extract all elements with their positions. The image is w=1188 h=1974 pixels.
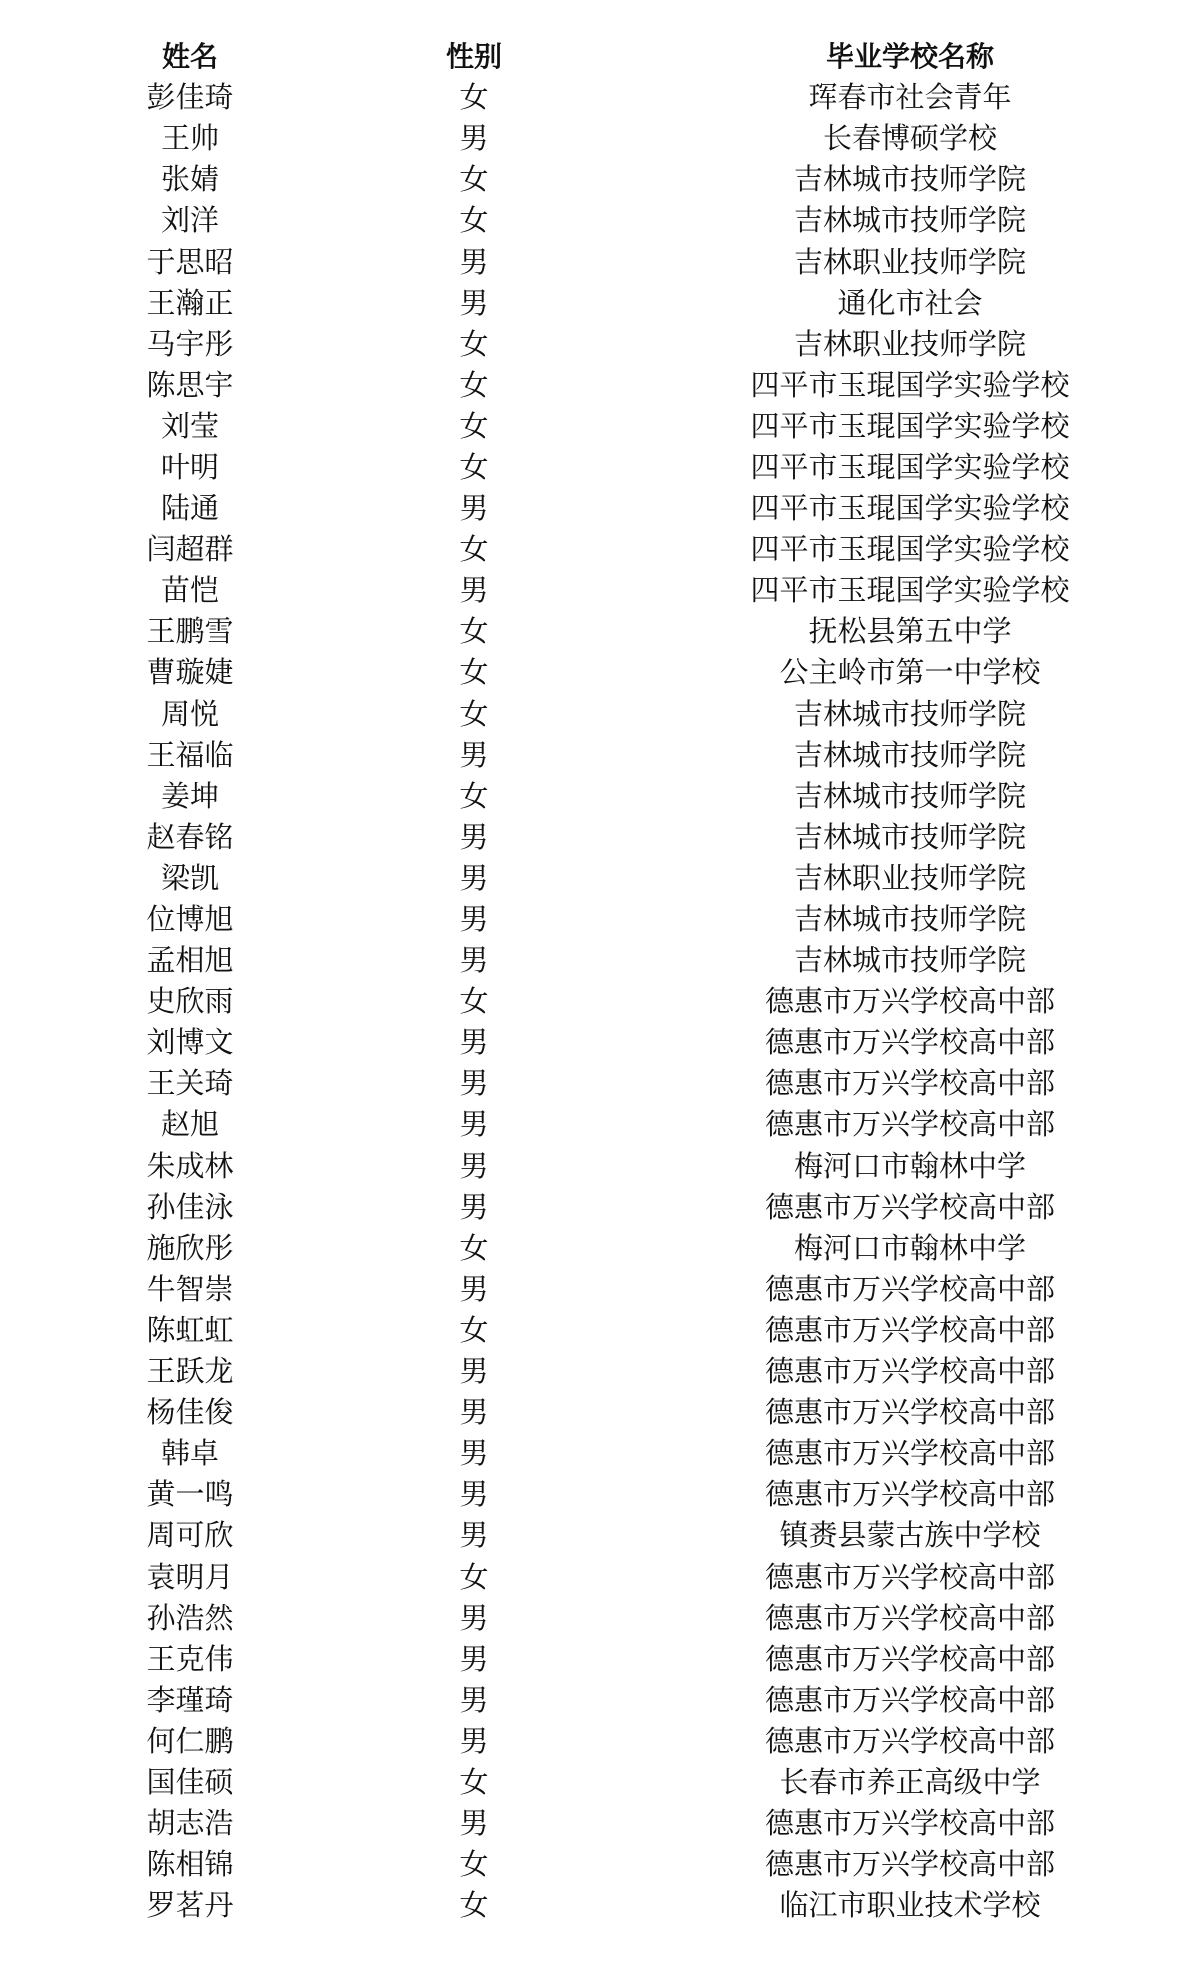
gender-cell: 男 — [459, 244, 489, 279]
gender-cell: 女 — [459, 80, 489, 115]
table-row — [0, 1187, 1188, 1228]
school-cell: 德惠市万兴学校高中部 — [764, 1559, 1055, 1594]
table-row — [0, 159, 1188, 200]
gender-cell: 男 — [459, 1518, 489, 1553]
table-row — [0, 735, 1188, 776]
school-cell: 德惠市万兴学校高中部 — [764, 1354, 1055, 1389]
name-cell: 彭佳琦 — [146, 80, 234, 115]
name-cell: 马宇彤 — [146, 326, 234, 361]
table-row — [0, 1063, 1188, 1104]
table-row — [0, 1474, 1188, 1515]
table-row — [0, 1556, 1188, 1597]
table-row — [0, 324, 1188, 365]
table-row — [0, 1146, 1188, 1187]
name-cell: 李瑾琦 — [146, 1682, 234, 1717]
gender-cell: 女 — [459, 326, 489, 361]
gender-cell: 男 — [459, 491, 489, 526]
gender-cell: 男 — [459, 902, 489, 937]
table-row — [0, 570, 1188, 611]
gender-cell: 女 — [459, 1764, 489, 1799]
table-row — [0, 406, 1188, 447]
school-cell: 四平市玉琨国学实验学校 — [750, 532, 1070, 567]
school-cell: 梅河口市翰林中学 — [793, 1230, 1026, 1265]
gender-cell: 男 — [459, 737, 489, 772]
gender-cell: 女 — [459, 984, 489, 1019]
name-cell: 闫超群 — [146, 532, 234, 567]
school-cell: 吉林职业技师学院 — [793, 244, 1026, 279]
school-cell: 德惠市万兴学校高中部 — [764, 1682, 1055, 1717]
school-cell: 吉林城市技师学院 — [793, 943, 1026, 978]
name-cell: 王帅 — [160, 121, 219, 156]
name-cell: 叶明 — [160, 449, 219, 484]
school-cell: 吉林城市技师学院 — [793, 203, 1026, 238]
table-row — [0, 1433, 1188, 1474]
table-row — [0, 77, 1188, 118]
header-name: 姓名 — [161, 40, 218, 74]
gender-cell: 男 — [459, 1271, 489, 1306]
gender-cell: 男 — [459, 1066, 489, 1101]
name-cell: 赵旭 — [160, 1107, 219, 1142]
name-cell: 黄一鸣 — [146, 1477, 234, 1512]
name-cell: 曹璇婕 — [146, 655, 234, 690]
school-cell: 德惠市万兴学校高中部 — [764, 1477, 1055, 1512]
school-cell: 德惠市万兴学校高中部 — [764, 1066, 1055, 1101]
student-table — [0, 36, 1188, 1926]
gender-cell: 女 — [459, 1230, 489, 1265]
gender-cell: 女 — [459, 408, 489, 443]
name-cell: 王跃龙 — [146, 1354, 234, 1389]
school-cell: 德惠市万兴学校高中部 — [764, 1189, 1055, 1224]
school-cell: 德惠市万兴学校高中部 — [764, 1312, 1055, 1347]
gender-cell: 男 — [459, 1600, 489, 1635]
name-cell: 袁明月 — [146, 1559, 234, 1594]
table-row — [0, 283, 1188, 324]
table-row — [0, 1721, 1188, 1762]
school-cell: 吉林职业技师学院 — [793, 860, 1026, 895]
gender-cell: 男 — [459, 121, 489, 156]
table-row — [0, 200, 1188, 241]
name-cell: 陈相锦 — [146, 1847, 234, 1882]
table-row — [0, 118, 1188, 159]
gender-cell: 男 — [459, 1436, 489, 1471]
table-row — [0, 447, 1188, 488]
table-row — [0, 1844, 1188, 1885]
table-row — [0, 241, 1188, 282]
table-row — [0, 611, 1188, 652]
school-cell: 临江市职业技术学校 — [779, 1888, 1041, 1923]
school-cell: 德惠市万兴学校高中部 — [764, 1600, 1055, 1635]
gender-cell: 男 — [459, 1682, 489, 1717]
name-cell: 刘莹 — [160, 408, 219, 443]
table-row — [0, 776, 1188, 817]
table-row — [0, 1803, 1188, 1844]
gender-cell: 男 — [459, 860, 489, 895]
name-cell: 于思昭 — [146, 244, 234, 279]
gender-cell: 男 — [459, 1641, 489, 1676]
table-row — [0, 1680, 1188, 1721]
table-row — [0, 1104, 1188, 1145]
school-cell: 德惠市万兴学校高中部 — [764, 1436, 1055, 1471]
name-cell: 王瀚正 — [146, 285, 234, 320]
school-cell: 通化市社会 — [837, 285, 983, 320]
table-row — [0, 817, 1188, 858]
name-cell: 姜坤 — [160, 778, 219, 813]
name-cell: 陆通 — [160, 491, 219, 526]
header-gender: 性别 — [445, 40, 502, 74]
gender-cell: 男 — [459, 1107, 489, 1142]
table-row — [0, 858, 1188, 899]
name-cell: 位博旭 — [146, 902, 234, 937]
name-cell: 周悦 — [160, 696, 219, 731]
name-cell: 孟相旭 — [146, 943, 234, 978]
name-cell: 刘博文 — [146, 1025, 234, 1060]
gender-cell: 女 — [459, 778, 489, 813]
gender-cell: 男 — [459, 943, 489, 978]
school-cell: 珲春市社会青年 — [808, 80, 1012, 115]
school-cell: 吉林城市技师学院 — [793, 902, 1026, 937]
table-row — [0, 981, 1188, 1022]
table-row — [0, 899, 1188, 940]
name-cell: 朱成林 — [146, 1148, 234, 1183]
table-row — [0, 1310, 1188, 1351]
gender-cell: 女 — [459, 1847, 489, 1882]
school-cell: 德惠市万兴学校高中部 — [764, 1271, 1055, 1306]
table-body — [0, 77, 1188, 1926]
name-cell: 孙佳泳 — [146, 1189, 234, 1224]
name-cell: 梁凯 — [160, 860, 219, 895]
gender-cell: 女 — [459, 203, 489, 238]
school-cell: 镇赉县蒙古族中学校 — [779, 1518, 1041, 1553]
school-cell: 德惠市万兴学校高中部 — [764, 984, 1055, 1019]
gender-cell: 男 — [459, 1148, 489, 1183]
table-row — [0, 1269, 1188, 1310]
school-cell: 德惠市万兴学校高中部 — [764, 1641, 1055, 1676]
gender-cell: 女 — [459, 614, 489, 649]
table-row — [0, 1598, 1188, 1639]
table-row — [0, 365, 1188, 406]
name-cell: 国佳硕 — [146, 1764, 234, 1799]
school-cell: 德惠市万兴学校高中部 — [764, 1723, 1055, 1758]
name-cell: 牛智崇 — [146, 1271, 234, 1306]
gender-cell: 男 — [459, 1189, 489, 1224]
gender-cell: 男 — [459, 285, 489, 320]
name-cell: 王福临 — [146, 737, 234, 772]
school-cell: 吉林城市技师学院 — [793, 737, 1026, 772]
school-cell: 公主岭市第一中学校 — [779, 655, 1041, 690]
school-cell: 四平市玉琨国学实验学校 — [750, 491, 1070, 526]
name-cell: 陈虹虹 — [146, 1312, 234, 1347]
school-cell: 抚松县第五中学 — [808, 614, 1012, 649]
name-cell: 韩卓 — [160, 1436, 219, 1471]
table-row — [0, 1639, 1188, 1680]
gender-cell: 女 — [459, 367, 489, 402]
gender-cell: 女 — [459, 655, 489, 690]
table-row — [0, 1885, 1188, 1926]
school-cell: 四平市玉琨国学实验学校 — [750, 408, 1070, 443]
gender-cell: 女 — [459, 1559, 489, 1594]
table-row — [0, 1351, 1188, 1392]
table-row — [0, 652, 1188, 693]
name-cell: 苗恺 — [160, 573, 219, 608]
name-cell: 张婧 — [160, 162, 219, 197]
table-row — [0, 529, 1188, 570]
name-cell: 王关琦 — [146, 1066, 234, 1101]
school-cell: 吉林城市技师学院 — [793, 162, 1026, 197]
school-cell: 长春博硕学校 — [822, 121, 997, 156]
school-cell: 德惠市万兴学校高中部 — [764, 1847, 1055, 1882]
school-cell: 吉林城市技师学院 — [793, 819, 1026, 854]
name-cell: 胡志浩 — [146, 1806, 234, 1841]
table-header-row — [0, 36, 1188, 77]
header-school: 毕业学校名称 — [825, 40, 994, 74]
school-cell: 四平市玉琨国学实验学校 — [750, 367, 1070, 402]
gender-cell: 男 — [459, 573, 489, 608]
school-cell: 德惠市万兴学校高中部 — [764, 1395, 1055, 1430]
table-row — [0, 488, 1188, 529]
school-cell: 四平市玉琨国学实验学校 — [750, 449, 1070, 484]
name-cell: 王鹏雪 — [146, 614, 234, 649]
school-cell: 吉林城市技师学院 — [793, 778, 1026, 813]
gender-cell: 男 — [459, 1477, 489, 1512]
name-cell: 施欣彤 — [146, 1230, 234, 1265]
gender-cell: 女 — [459, 1888, 489, 1923]
school-cell: 长春市养正高级中学 — [779, 1764, 1041, 1799]
name-cell: 罗茗丹 — [146, 1888, 234, 1923]
name-cell: 何仁鹏 — [146, 1723, 234, 1758]
gender-cell: 女 — [459, 696, 489, 731]
school-cell: 德惠市万兴学校高中部 — [764, 1107, 1055, 1142]
gender-cell: 男 — [459, 1354, 489, 1389]
name-cell: 王克伟 — [146, 1641, 234, 1676]
table-row — [0, 1762, 1188, 1803]
school-cell: 吉林职业技师学院 — [793, 326, 1026, 361]
gender-cell: 男 — [459, 1806, 489, 1841]
name-cell: 杨佳俊 — [146, 1395, 234, 1430]
gender-cell: 男 — [459, 1395, 489, 1430]
table-row — [0, 1228, 1188, 1269]
table-row — [0, 1515, 1188, 1556]
gender-cell: 女 — [459, 1312, 489, 1347]
school-cell: 德惠市万兴学校高中部 — [764, 1806, 1055, 1841]
gender-cell: 女 — [459, 532, 489, 567]
name-cell: 赵春铭 — [146, 819, 234, 854]
name-cell: 刘洋 — [160, 203, 219, 238]
name-cell: 周可欣 — [146, 1518, 234, 1553]
name-cell: 陈思宇 — [146, 367, 234, 402]
table-row — [0, 1022, 1188, 1063]
school-cell: 吉林城市技师学院 — [793, 696, 1026, 731]
gender-cell: 女 — [459, 449, 489, 484]
table-row — [0, 940, 1188, 981]
name-cell: 孙浩然 — [146, 1600, 234, 1635]
gender-cell: 女 — [459, 162, 489, 197]
name-cell: 史欣雨 — [146, 984, 234, 1019]
gender-cell: 男 — [459, 819, 489, 854]
school-cell: 四平市玉琨国学实验学校 — [750, 573, 1070, 608]
table-row — [0, 1392, 1188, 1433]
gender-cell: 男 — [459, 1723, 489, 1758]
table-row — [0, 694, 1188, 735]
school-cell: 梅河口市翰林中学 — [793, 1148, 1026, 1183]
school-cell: 德惠市万兴学校高中部 — [764, 1025, 1055, 1060]
gender-cell: 男 — [459, 1025, 489, 1060]
